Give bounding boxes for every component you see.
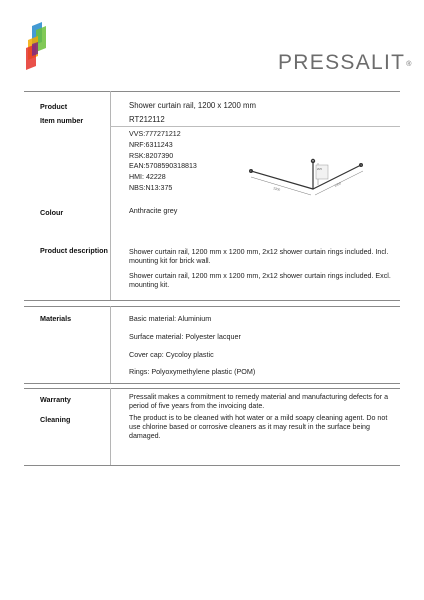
section-rule-1 bbox=[24, 300, 400, 301]
material-basic: Basic material: Aluminium bbox=[129, 314, 212, 323]
product-description-paragraph-2: Shower curtain rail, 1200 mm x 1200 mm, 2x12 shower curtain rings included. Excl. mounting kit. bbox=[129, 272, 391, 289]
code-ean: EAN:5708590318813 bbox=[129, 162, 197, 171]
svg-text:1200: 1200 bbox=[272, 186, 281, 192]
section-rule-3 bbox=[24, 383, 400, 384]
material-rings: Rings: Polyoxymethylene plastic (POM) bbox=[129, 367, 256, 376]
product-description-label: Product description bbox=[40, 246, 108, 255]
colour-label: Colour bbox=[40, 208, 64, 217]
material-surface: Surface material: Polyester lacquer bbox=[129, 332, 241, 341]
pressalit-logo-icon bbox=[24, 20, 48, 70]
shower-rail-diagram bbox=[243, 155, 373, 217]
product-description-paragraph-1: Shower curtain rail, 1200 mm x 1200 mm, 2x12 shower curtain rings included. Incl. mounting kit for brick wall. bbox=[129, 248, 389, 265]
section-rule-2 bbox=[24, 306, 400, 307]
product-codes-list bbox=[129, 130, 197, 195]
header-row-rule bbox=[110, 126, 400, 127]
material-cover-cap: Cover cap: Cycoloy plastic bbox=[129, 350, 214, 359]
product-value: Shower curtain rail, 1200 x 1200 mm bbox=[129, 101, 256, 110]
code-nbs: NBS:N13:375 bbox=[129, 183, 173, 192]
item-number-label: Item number bbox=[40, 116, 84, 125]
table-bottom-rule bbox=[24, 465, 400, 466]
colour-value: Anthracite grey bbox=[129, 206, 178, 215]
cleaning-text: The product is to be cleaned with hot water or a mild soapy cleaning agent. Do not use chlorine based or corrosive cleaners as it may result in the surface being damaged. bbox=[129, 414, 388, 440]
brand-name: PRESSALIT bbox=[278, 51, 406, 74]
code-vvs: VVS:777271212 bbox=[129, 130, 181, 138]
code-hmi: HMI: 42228 bbox=[129, 173, 166, 182]
svg-text:Ø25: Ø25 bbox=[317, 168, 322, 171]
item-number-value: RT212112 bbox=[129, 115, 165, 124]
code-rsk: RSK:8207390 bbox=[129, 151, 174, 160]
column-divider-3 bbox=[110, 388, 111, 465]
code-nrf: NRF:6311243 bbox=[129, 140, 173, 149]
column-divider-2 bbox=[110, 306, 111, 383]
warranty-text: Pressalit makes a commitment to remedy material and manufacturing defects for a period of five years from the invoicing date. bbox=[129, 393, 389, 410]
cleaning-label: Cleaning bbox=[40, 415, 71, 424]
brand-wordmark bbox=[278, 51, 410, 75]
warranty-label: Warranty bbox=[40, 395, 71, 404]
section-rule-4 bbox=[24, 388, 400, 389]
registered-mark: ® bbox=[406, 61, 412, 68]
product-label: Product bbox=[40, 102, 68, 111]
column-divider-1 bbox=[110, 91, 111, 300]
table-top-rule bbox=[24, 91, 400, 92]
svg-text:1200: 1200 bbox=[333, 181, 342, 188]
materials-label: Materials bbox=[40, 314, 72, 323]
